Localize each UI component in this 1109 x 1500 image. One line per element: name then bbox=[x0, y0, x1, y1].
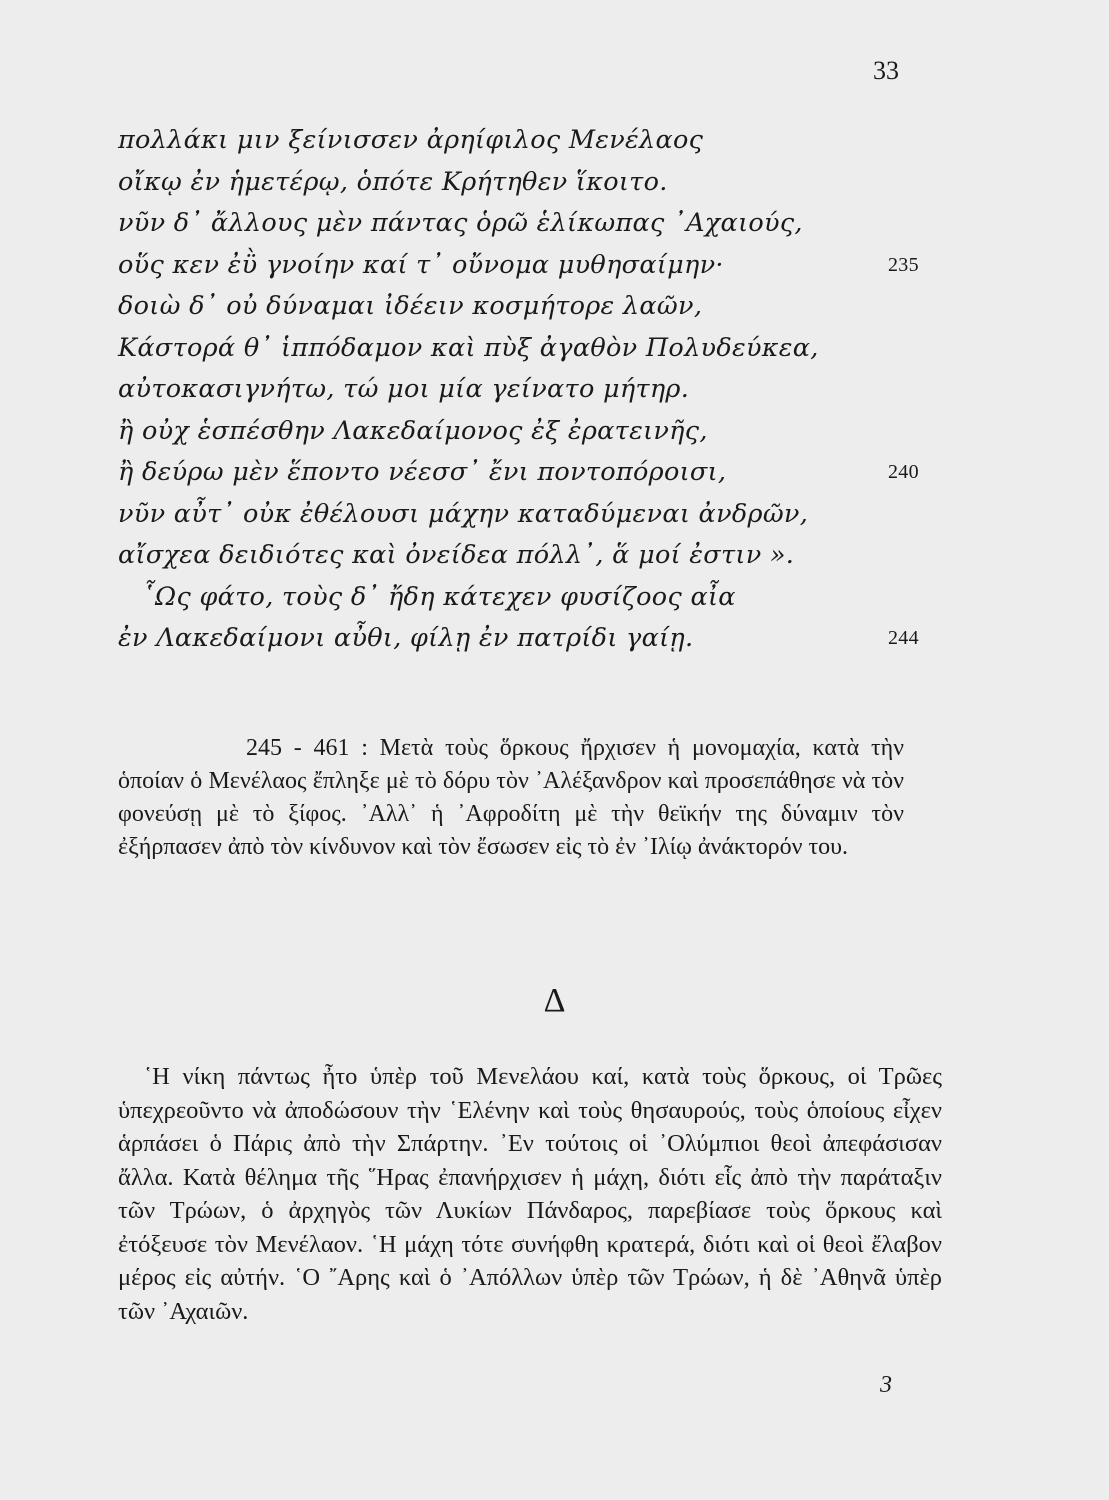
verse-text: ἢ δεύρω μὲν ἕποντο νέεσσ᾽ ἔνι ποντοπόροισι, bbox=[118, 457, 727, 487]
verse-line bbox=[118, 494, 928, 536]
verse-line bbox=[118, 328, 928, 370]
section-paragraph: ῾Η νίκη πάντως ἦτο ὑπὲρ τοῦ Μενελάου καί, κατὰ τοὺς ὅρκους, οἱ Τρῶες ὑπεχρεοῦντο νὰ ἀποδώσουν τὴν ῾Ελένην καὶ τοὺς θησαυρούς, τοὺς ὁποίους εἶχεν ἁρπάσει ὁ Πάρις ἀπὸ τὴν Σπάρτην. ᾽Εν τούτοις οἱ ᾽Ολύμπιοι θεοὶ ἀπεφάσισαν ἄλλα. Κατὰ θέλημα τῆς ῞Ηρας ἐπανήρχισεν ἡ μάχη, διότι εἷς ἀπὸ τὴν παράταξιν τῶν Τρώων, ὁ ἀρχηγὸς τῶν Λυκίων Πάνδαρος, παρεβίασε τοὺς ὅρκους καὶ ἐτόξευσε τὸν Μενέλαον. ῾Η μάχη τότε συνήφθη κρατερά, διότι καὶ οἱ θεοὶ ἔλαβον μέρος εἰς αὐτήν. ῾Ο ῎Αρης καὶ ὁ ᾽Απόλλων ὑπὲρ τῶν Τρώων, ἡ δὲ ᾽Αθηνᾶ ὑπὲρ τῶν ᾽Αχαιῶν. bbox=[118, 1063, 942, 1325]
page-number: 33 bbox=[873, 56, 899, 85]
verse-text: ἢ οὐχ ἑσπέσθην Λακεδαίμονος ἐξ ἐρατεινῆς, bbox=[118, 415, 708, 446]
verse-line bbox=[118, 369, 928, 411]
verse-text: Κάστορά θ᾽ ἱππόδαμον καὶ πὺξ ἀγαθὸν Πολυδεύκεα, bbox=[118, 332, 819, 363]
verse-text: οἴκῳ ἐν ἡμετέρῳ, ὁπότε Κρήτηθεν ἵκοιτο. bbox=[118, 166, 668, 197]
verse-text: αἴσχεα δειδιότες καὶ ὀνείδεα πόλλ᾽, ἅ μοί ἐστιν ». bbox=[118, 540, 795, 570]
verse-text: πολλάκι μιν ξείνισσεν ἀρηίφιλος Μενέλαος bbox=[118, 125, 704, 155]
verse-text: ῟Ως φάτο, τοὺς δ᾽ ἤδη κάτεχεν φυσίζοος αἶα bbox=[142, 581, 736, 612]
verse-line bbox=[118, 162, 928, 204]
verse-line bbox=[118, 286, 928, 328]
verse-line bbox=[118, 411, 928, 453]
verse-block bbox=[118, 120, 928, 660]
section-heading: Δ bbox=[543, 982, 566, 1019]
verse-line bbox=[118, 452, 928, 494]
verse-text: ἐν Λακεδαίμονι αὖθι, φίλῃ ἐν πατρίδι γαίῃ. bbox=[118, 623, 694, 653]
verse-line bbox=[118, 577, 928, 619]
verse-text: νῦν δ᾽ ἄλλους μὲν πάντας ὁρῶ ἑλίκωπας ᾽Αχαιούς, bbox=[118, 208, 803, 238]
verse-line bbox=[118, 245, 928, 287]
line-number: 244 bbox=[888, 627, 919, 649]
verse-line bbox=[118, 203, 928, 245]
verse-line bbox=[118, 535, 928, 577]
verse-text: αὐτοκασιγνήτω, τώ μοι μία γείνατο μήτηρ. bbox=[118, 374, 690, 404]
line-number: 235 bbox=[888, 253, 919, 276]
summary-paragraph: 245 - 461 : Μετὰ τοὺς ὅρκους ἤρχισεν ἡ μονομαχία, κατὰ τὴν ὁποίαν ὁ Μενέλαος ἔπληξε μὲ τὸ δόρυ τὸν ᾽Αλέξανδρον καὶ προσεπάθησε νὰ τὸν φονεύσῃ μὲ τὸ ξίφος. ᾽Αλλ᾽ ἡ ᾽Αφροδίτη μὲ τὴν θεϊκήν της δύναμιν τὸν ἐξήρπασεν ἀπὸ τὸν κίνδυνον καὶ τὸν ἔσωσεν εἰς τὸ ἐν ᾽Ιλίῳ ἀνάκτορόν του. bbox=[118, 735, 904, 860]
verse-text: οὕς κεν ἐῢ γνοίην καί τ᾽ οὔνομα μυθησαίμην· bbox=[118, 249, 724, 280]
verse-text: δοιὼ δ᾽ οὐ δύναμαι ἰδέειν κοσμήτορε λαῶν, bbox=[118, 291, 703, 321]
line-number: 240 bbox=[888, 461, 919, 483]
signature-mark: 3 bbox=[880, 1372, 892, 1398]
verse-text: νῦν αὖτ᾽ οὐκ ἐθέλουσι μάχην καταδύμεναι ἀνδρῶν, bbox=[118, 498, 809, 529]
verse-line bbox=[118, 618, 928, 660]
verse-line bbox=[118, 120, 928, 162]
